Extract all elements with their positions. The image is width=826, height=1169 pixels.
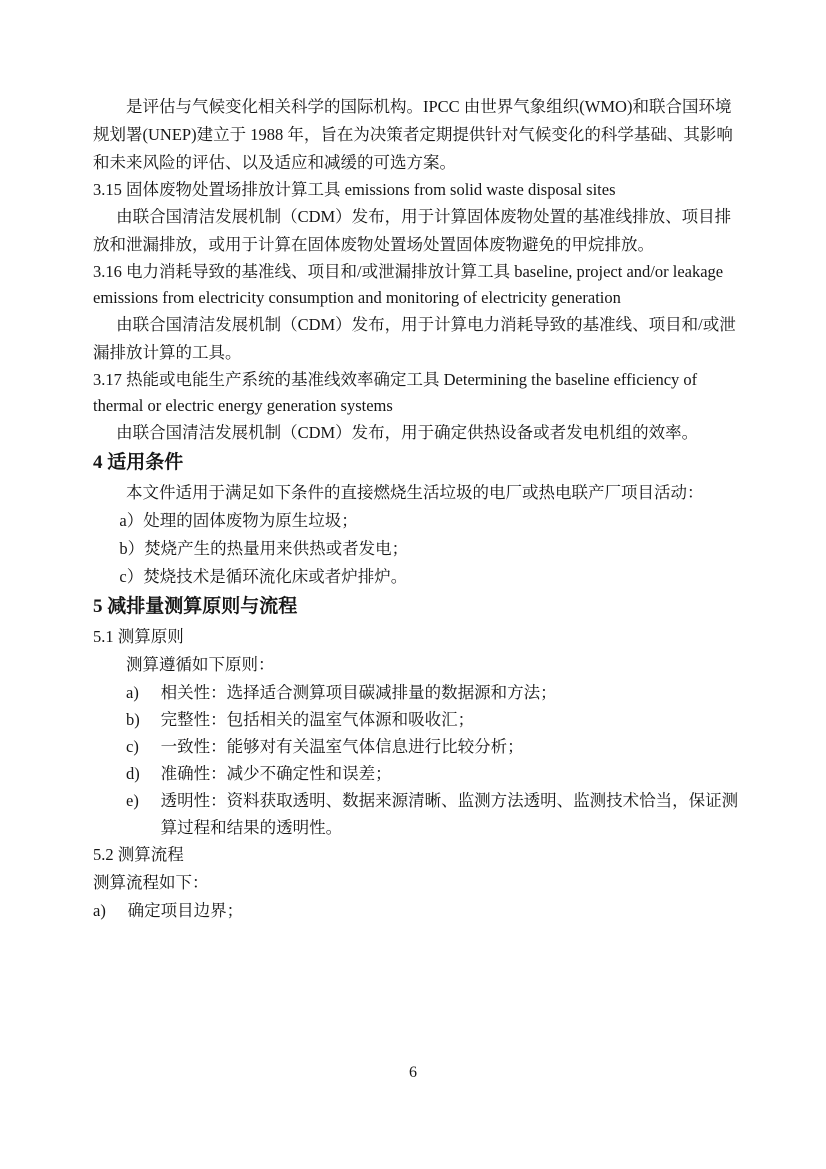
term-3-17-definition: 由联合国清洁发展机制（CDM）发布，用于确定供热设备或者发电机组的效率。: [116, 423, 699, 442]
principle-list: [93, 679, 745, 841]
principle-item-b: [126, 706, 745, 733]
term-3-16-title: 3.16 电力消耗导致的基准线、项目和/或泄漏排放计算工具 baseline, project and/or leakage emissions from electricity consumption and monitoring of electricity generation: [93, 262, 724, 307]
principle-text: 透明性：资料获取透明、数据来源清晰、监测方法透明、监测技术恰当，保证测算过程和结果的透明性。: [160, 791, 739, 837]
section-5-1-heading: 5.1 测算原则: [93, 627, 184, 646]
section-5-2-heading: 5.2 测算流程: [93, 845, 184, 864]
step-marker: a): [93, 901, 106, 920]
section-5-1-intro: 测算遵循如下原则：: [126, 655, 275, 674]
paragraph-ipcc-intro: 是评估与气候变化相关科学的国际机构。IPCC 由世界气象组织(WMO)和联合国环境规划署(UNEP)建立于 1988 年，旨在为决策者定期提供针对气候变化的科学基础、其影响和未来风险的评估、以及适应和减缓的可选方案。: [93, 97, 733, 172]
principle-text: 准确性：减少不确定性和误差；: [160, 764, 392, 783]
principle-marker: e): [126, 791, 139, 810]
section-4-condition-list: [93, 507, 745, 591]
term-3-15-title: 3.15 固体废物处置场排放计算工具 emissions from solid waste disposal sites: [93, 180, 616, 199]
principle-text: 一致性：能够对有关温室气体信息进行比较分析；: [160, 737, 524, 756]
principle-text: 完整性：包括相关的温室气体源和吸收汇；: [160, 710, 475, 729]
principle-marker: b): [126, 710, 140, 729]
principle-item-a: [126, 679, 745, 706]
document-content: [93, 93, 745, 925]
condition-item-b: b）焚烧产生的热量用来供热或者发电；: [119, 539, 409, 558]
step-list: [93, 897, 745, 925]
principle-text: 相关性：选择适合测算项目碳减排量的数据源和方法；: [160, 683, 557, 702]
term-3-16-definition: 由联合国清洁发展机制（CDM）发布，用于计算电力消耗导致的基准线、项目和/或泄漏排放计算的工具。: [93, 315, 736, 362]
term-3-17-title: 3.17 热能或电能生产系统的基准线效率确定工具 Determining the baseline efficiency of thermal or electric energy generation systems: [93, 370, 698, 415]
principle-item-e: [126, 787, 745, 841]
principle-marker: c): [126, 737, 139, 756]
principle-item-d: [126, 760, 745, 787]
section-5-heading: 5 减排量测算原则与流程: [93, 596, 298, 617]
principle-item-c: [126, 733, 745, 760]
page-number: 6: [409, 1064, 417, 1081]
condition-item-a: a）处理的固体废物为原生垃圾；: [119, 511, 358, 530]
principle-marker: d): [126, 764, 140, 783]
section-5-2-intro: 测算流程如下：: [93, 873, 209, 892]
principle-marker: a): [126, 683, 139, 702]
step-item-a: [93, 897, 745, 925]
section-4-heading: 4 适用条件: [93, 452, 184, 473]
term-3-15-definition: 由联合国清洁发展机制（CDM）发布，用于计算固体废物处置的基准线排放、项目排放和泄漏排放，或用于计算在固体废物处置场处置固体废物避免的甲烷排放。: [93, 207, 732, 254]
condition-item-c: c）焚烧技术是循环流化床或者炉排炉。: [119, 567, 408, 586]
section-4-intro: 本文件适用于满足如下条件的直接燃烧生活垃圾的电厂或热电联产厂项目活动：: [126, 483, 704, 502]
step-text: 确定项目边界；: [127, 901, 244, 920]
